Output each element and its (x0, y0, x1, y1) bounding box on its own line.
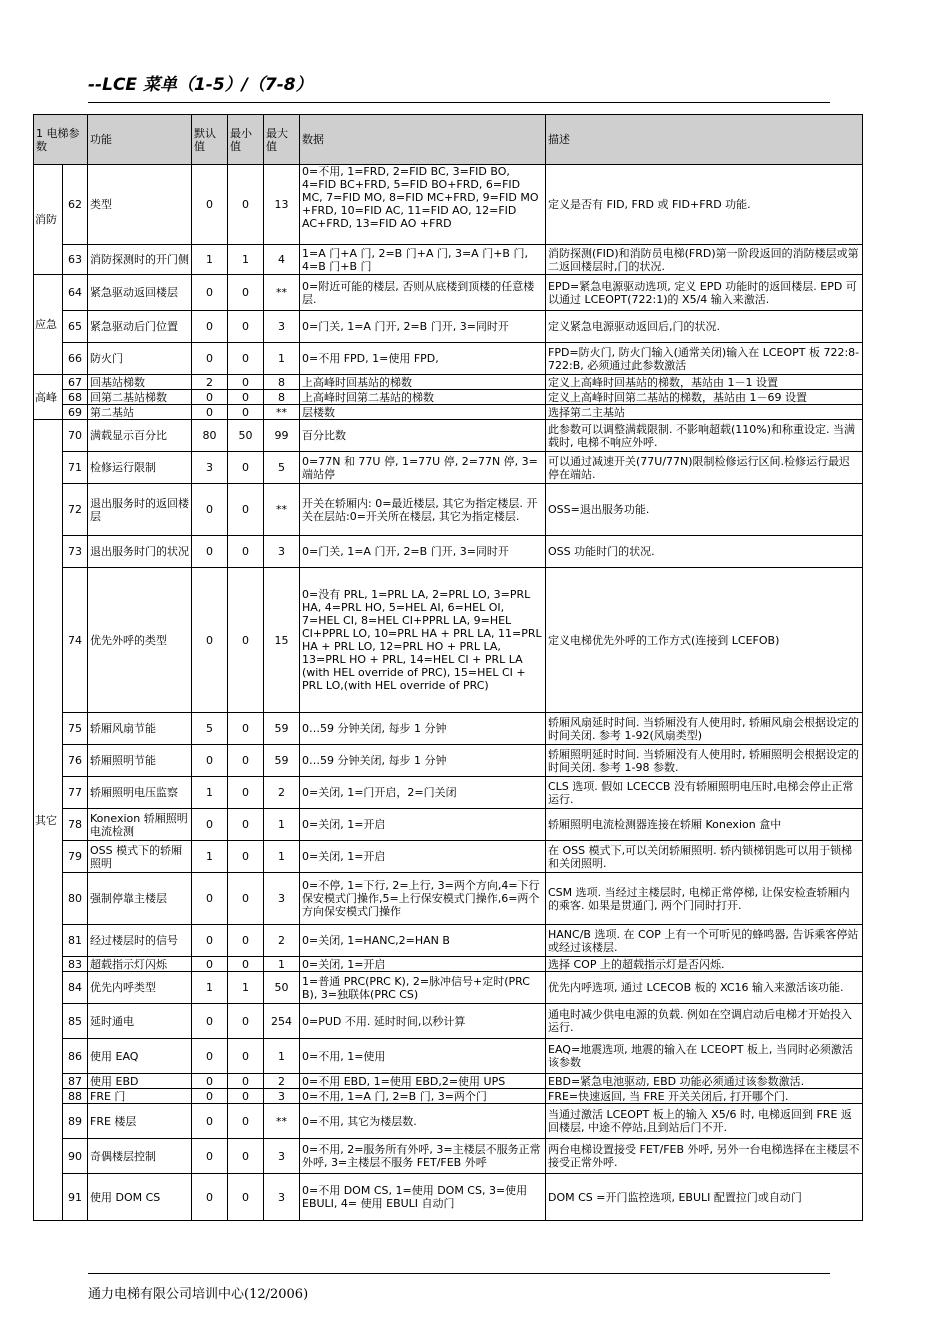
cell-func: 第二基站 (88, 405, 192, 420)
cell-max: 8 (264, 390, 300, 405)
header-rule (88, 102, 830, 103)
cell-def: 0 (192, 390, 228, 405)
table-row (34, 873, 863, 925)
parameter-table (33, 114, 863, 1221)
cell-min: 0 (228, 484, 264, 536)
group-label-other: 其它 (34, 420, 63, 1221)
cell-func: 回第二基站梯数 (88, 390, 192, 405)
table-row (34, 452, 863, 484)
table-row (34, 275, 863, 311)
cell-max: 8 (264, 375, 300, 390)
cell-min: 0 (228, 375, 264, 390)
cell-desc: 优先内呼选项, 通过 LCECOB 板的 XC16 输入来激活该功能. (546, 972, 863, 1004)
cell-func: 使用 EAQ (88, 1039, 192, 1074)
cell-data: 0=PUD 不用. 延时时间,以秒计算 (300, 1004, 546, 1039)
cell-max: 3 (264, 1139, 300, 1174)
cell-def: 80 (192, 420, 228, 452)
cell-min: 1 (228, 245, 264, 275)
cell-desc: 轿厢照明延时时间. 当轿厢没有人使用时, 轿厢照明会根据设定的时间关闭. 参考 1-98 参数. (546, 745, 863, 777)
cell-func: 优先外呼的类型 (88, 568, 192, 713)
cell-data: 0=门关, 1=A 门开, 2=B 门开, 3=同时开 (300, 536, 546, 568)
cell-data: 0=不用, 2=服务所有外呼, 3=主楼层不服务正常外呼, 3=主楼层不服务 FET/FEB 外呼 (300, 1139, 546, 1174)
table-row (34, 420, 863, 452)
table-row (34, 375, 863, 390)
cell-max: 5 (264, 452, 300, 484)
cell-def: 1 (192, 777, 228, 809)
cell-func: 使用 DOM CS (88, 1174, 192, 1221)
cell-min: 0 (228, 745, 264, 777)
table-row (34, 841, 863, 873)
cell-max: 13 (264, 165, 300, 245)
cell-min: 0 (228, 1074, 264, 1089)
cell-max: 3 (264, 1089, 300, 1104)
cell-func: 退出服务时门的状况 (88, 536, 192, 568)
cell-func: 轿厢风扇节能 (88, 713, 192, 745)
cell-func: FRE 楼层 (88, 1104, 192, 1139)
cell-max: ** (264, 1104, 300, 1139)
cell-min: 0 (228, 275, 264, 311)
cell-desc: CLS 选项. 假如 LCECCB 没有轿厢照明电压时,电梯会停止正常运行. (546, 777, 863, 809)
header-min: 最小值 (228, 115, 264, 165)
cell-no: 83 (63, 957, 88, 972)
cell-no: 66 (63, 343, 88, 375)
cell-max: ** (264, 405, 300, 420)
cell-max: 3 (264, 873, 300, 925)
cell-data: 0=关闭, 1=门开启，2=门关闭 (300, 777, 546, 809)
table-row (34, 777, 863, 809)
cell-data: 上高峰时回第二基站的梯数 (300, 390, 546, 405)
cell-data: 0=附近可能的楼层, 否则从底楼到顶楼的任意楼层. (300, 275, 546, 311)
table-row (34, 1004, 863, 1039)
table-row (34, 809, 863, 841)
cell-no: 84 (63, 972, 88, 1004)
cell-no: 79 (63, 841, 88, 873)
cell-def: 0 (192, 1039, 228, 1074)
cell-max: 59 (264, 745, 300, 777)
cell-no: 70 (63, 420, 88, 452)
cell-data: 0=关闭, 1=开启 (300, 809, 546, 841)
cell-func: Konexion 轿厢照明电流检测 (88, 809, 192, 841)
table-row (34, 713, 863, 745)
cell-def: 1 (192, 972, 228, 1004)
cell-max: 59 (264, 713, 300, 745)
cell-data: 开关在轿厢内: 0=最近楼层, 其它为指定楼层. 开关在层站:0=开关所在楼层, 其它为指定楼层. (300, 484, 546, 536)
cell-max: 15 (264, 568, 300, 713)
cell-no: 65 (63, 311, 88, 343)
table-row (34, 484, 863, 536)
cell-def: 0 (192, 1004, 228, 1039)
cell-desc: EPD=紧急电源驱动选项, 定义 EPD 功能时的返回楼层. EPD 可以通过 LCEOPT(722:1)的 X5/4 输入来激活. (546, 275, 863, 311)
header-default: 默认值 (192, 115, 228, 165)
table-row (34, 311, 863, 343)
cell-data: 0=不停, 1=下行, 2=上行, 3=两个方向,4=下行保安模式门操作,5=上行保安模式门操作,6=两个方向保安模式门操作 (300, 873, 546, 925)
table-row (34, 390, 863, 405)
cell-min: 0 (228, 568, 264, 713)
cell-data: 0…59 分钟关闭, 每步 1 分钟 (300, 713, 546, 745)
cell-min: 0 (228, 809, 264, 841)
cell-def: 0 (192, 809, 228, 841)
cell-def: 0 (192, 873, 228, 925)
cell-desc: 此参数可以调整满载限制. 不影响超载(110%)和称重设定. 当满载时, 电梯不响应外呼. (546, 420, 863, 452)
cell-desc: 通电时减少供电电源的负载. 例如在空调启动后电梯才开始投入运行. (546, 1004, 863, 1039)
cell-desc: EBD=紧急电池驱动, EBD 功能必须通过该参数激活. (546, 1074, 863, 1089)
cell-data: 0=不用, 其它为楼层数. (300, 1104, 546, 1139)
cell-no: 86 (63, 1039, 88, 1074)
cell-desc: 定义上高峰时回第二基站的梯数，基站由 1－69 设置 (546, 390, 863, 405)
cell-min: 0 (228, 841, 264, 873)
header-description: 描述 (546, 115, 863, 165)
cell-def: 0 (192, 1139, 228, 1174)
cell-min: 0 (228, 165, 264, 245)
header-max: 最大值 (264, 115, 300, 165)
cell-min: 0 (228, 343, 264, 375)
cell-no: 69 (63, 405, 88, 420)
cell-no: 64 (63, 275, 88, 311)
cell-def: 0 (192, 275, 228, 311)
cell-func: 满载显示百分比 (88, 420, 192, 452)
cell-desc: 在 OSS 模式下,可以关闭轿厢照明. 轿内锁梯钥匙可以用于锁梯和关闭照明. (546, 841, 863, 873)
cell-desc: 定义是否有 FID, FRD 或 FID+FRD 功能. (546, 165, 863, 245)
cell-desc: HANC/B 选项. 在 COP 上有一个可听见的蜂鸣器, 告诉乘客停站或经过该楼层. (546, 925, 863, 957)
cell-func: FRE 门 (88, 1089, 192, 1104)
cell-func: 检修运行限制 (88, 452, 192, 484)
cell-def: 0 (192, 165, 228, 245)
cell-min: 0 (228, 405, 264, 420)
cell-no: 90 (63, 1139, 88, 1174)
cell-max: 2 (264, 925, 300, 957)
cell-desc: 定义紧急电源驱动返回后,门的状况. (546, 311, 863, 343)
table-row (34, 405, 863, 420)
cell-data: 1=A 门+A 门, 2=B 门+A 门, 3=A 门+B 门, 4=B 门+B 门 (300, 245, 546, 275)
cell-func: 防火门 (88, 343, 192, 375)
cell-min: 0 (228, 390, 264, 405)
table-row (34, 1089, 863, 1104)
group-label-peak: 高峰 (34, 375, 63, 420)
cell-desc: 轿厢风扇延时时间. 当轿厢没有人使用时, 轿厢风扇会根据设定的时间关闭. 参考 1-92(风扇类型) (546, 713, 863, 745)
cell-def: 0 (192, 745, 228, 777)
cell-desc: 轿厢照明电流检测器连接在轿厢 Konexion 盒中 (546, 809, 863, 841)
cell-func: 轿厢照明电压监察 (88, 777, 192, 809)
cell-desc: 当通过激活 LCEOPT 板上的输入 X5/6 时, 电梯返回到 FRE 返回楼层, 中途不停站,且到站后门不开. (546, 1104, 863, 1139)
cell-max: 3 (264, 311, 300, 343)
cell-func: 优先内呼类型 (88, 972, 192, 1004)
cell-max: 1 (264, 841, 300, 873)
cell-min: 0 (228, 311, 264, 343)
cell-min: 0 (228, 1139, 264, 1174)
cell-max: 50 (264, 972, 300, 1004)
cell-no: 80 (63, 873, 88, 925)
cell-data: 0=关闭, 1=HANC,2=HAN B (300, 925, 546, 957)
cell-max: 2 (264, 1074, 300, 1089)
cell-no: 77 (63, 777, 88, 809)
cell-max: 254 (264, 1004, 300, 1039)
cell-def: 0 (192, 311, 228, 343)
cell-no: 78 (63, 809, 88, 841)
cell-func: 经过楼层时的信号 (88, 925, 192, 957)
cell-no: 91 (63, 1174, 88, 1221)
table-row (34, 1174, 863, 1221)
cell-max: 99 (264, 420, 300, 452)
cell-desc: 两台电梯设置接受 FET/FEB 外呼, 另外一台电梯选择在主楼层不接受正常外呼. (546, 1139, 863, 1174)
cell-no: 85 (63, 1004, 88, 1039)
cell-no: 73 (63, 536, 88, 568)
cell-no: 89 (63, 1104, 88, 1139)
cell-no: 74 (63, 568, 88, 713)
cell-min: 0 (228, 925, 264, 957)
cell-def: 0 (192, 1174, 228, 1221)
cell-def: 0 (192, 343, 228, 375)
cell-desc: 选择 COP 上的超载指示灯是否闪烁. (546, 957, 863, 972)
cell-max: 3 (264, 536, 300, 568)
cell-data: 0…59 分钟关闭, 每步 1 分钟 (300, 745, 546, 777)
page-title: --LCE 菜单（1-5）/（7-8） (88, 75, 313, 95)
cell-func: 轿厢照明节能 (88, 745, 192, 777)
cell-data: 0=不用 FPD, 1=使用 FPD, (300, 343, 546, 375)
cell-max: 1 (264, 809, 300, 841)
header-menu: 1 电梯参数 (34, 115, 88, 165)
cell-func: 紧急驱动后门位置 (88, 311, 192, 343)
cell-data: 0=不用 EBD, 1=使用 EBD,2=使用 UPS (300, 1074, 546, 1089)
cell-func: 奇偶楼层控制 (88, 1139, 192, 1174)
cell-def: 0 (192, 1104, 228, 1139)
cell-min: 0 (228, 713, 264, 745)
cell-max: 3 (264, 1174, 300, 1221)
cell-func: 强制停靠主楼层 (88, 873, 192, 925)
cell-max: 4 (264, 245, 300, 275)
table-row (34, 343, 863, 375)
cell-desc: EAQ=地震选项, 地震的输入在 LCEOPT 板上, 当同时必须激活该参数 (546, 1039, 863, 1074)
table-row (34, 536, 863, 568)
cell-def: 1 (192, 245, 228, 275)
cell-def: 0 (192, 568, 228, 713)
cell-func: 延时通电 (88, 1004, 192, 1039)
cell-data: 上高峰时回基站的梯数 (300, 375, 546, 390)
cell-desc: CSM 选项. 当经过主楼层时, 电梯正常停梯, 让保安检查轿厢内的乘客. 如果是贯通门, 两个门同时打开. (546, 873, 863, 925)
cell-min: 0 (228, 1039, 264, 1074)
group-label-emergency: 应急 (34, 275, 63, 375)
cell-data: 0=没有 PRL, 1=PRL LA, 2=PRL LO, 3=PRL HA, 4=PRL HO, 5=HEL AI, 6=HEL OI, 7=HEL CI, 8=HEL CI+PPRL LA, 9=HEL CI+PPRL LO, 10=PRL HA + PRL LA, 11=PRL HA + PRL LO, 12=PRL HO + PRL LA, 13=PRL HO + PRL, 14=HEL CI + PRL LA (with HEL override of PRC), 15=HEL CI + PRL LO,(with HEL override of PRC) (300, 568, 546, 713)
cell-def: 0 (192, 405, 228, 420)
cell-min: 0 (228, 452, 264, 484)
cell-no: 67 (63, 375, 88, 390)
cell-desc: FPD=防火门, 防火门输入(通常关闭)输入在 LCEOPT 板 722:8-722:B, 必须通过此参数激活 (546, 343, 863, 375)
cell-min: 0 (228, 536, 264, 568)
cell-min: 0 (228, 957, 264, 972)
footer-text: 通力电梯有限公司培训中心(12/2006) (88, 1287, 309, 1302)
cell-def: 1 (192, 841, 228, 873)
cell-no: 88 (63, 1089, 88, 1104)
cell-func: 回基站梯数 (88, 375, 192, 390)
table-row (34, 957, 863, 972)
table-row (34, 165, 863, 245)
cell-max: ** (264, 484, 300, 536)
cell-max: 1 (264, 343, 300, 375)
cell-func: OSS 模式下的轿厢照明 (88, 841, 192, 873)
cell-min: 0 (228, 1174, 264, 1221)
cell-no: 81 (63, 925, 88, 957)
cell-no: 71 (63, 452, 88, 484)
cell-data: 0=不用, 1=使用 (300, 1039, 546, 1074)
header-function: 功能 (88, 115, 192, 165)
cell-max: 1 (264, 1039, 300, 1074)
cell-def: 5 (192, 713, 228, 745)
cell-def: 2 (192, 375, 228, 390)
cell-no: 72 (63, 484, 88, 536)
cell-min: 0 (228, 873, 264, 925)
cell-min: 0 (228, 1104, 264, 1139)
cell-def: 0 (192, 925, 228, 957)
cell-def: 0 (192, 957, 228, 972)
cell-data: 0=不用, 1=FRD, 2=FID BC, 3=FID BO, 4=FID BC+FRD, 5=FID BO+FRD, 6=FID MC, 7=FID MO, 8=FID MC+FRD, 9=FID MO +FRD, 10=FID AC, 11=FID AO, 12=FID AC+FRD, 13=FID AO +FRD (300, 165, 546, 245)
cell-desc: FRE=快速返回, 当 FRE 开关关闭后, 打开哪个门. (546, 1089, 863, 1104)
group-label-fire: 消防 (34, 165, 63, 275)
cell-def: 0 (192, 484, 228, 536)
cell-max: 1 (264, 957, 300, 972)
cell-desc: OSS=退出服务功能. (546, 484, 863, 536)
table-row (34, 745, 863, 777)
cell-max: ** (264, 275, 300, 311)
cell-desc: 定义电梯优先外呼的工作方式(连接到 LCEFOB) (546, 568, 863, 713)
cell-no: 68 (63, 390, 88, 405)
cell-min: 1 (228, 972, 264, 1004)
cell-max: 2 (264, 777, 300, 809)
cell-func: 紧急驱动返回楼层 (88, 275, 192, 311)
table-header-row (34, 115, 863, 165)
table-row (34, 568, 863, 713)
cell-data: 百分比数 (300, 420, 546, 452)
cell-min: 0 (228, 777, 264, 809)
cell-no: 63 (63, 245, 88, 275)
table-row (34, 245, 863, 275)
cell-data: 0=77N 和 77U 停, 1=77U 停, 2=77N 停, 3=端站停 (300, 452, 546, 484)
cell-desc: DOM CS =开门监控选项, EBULI 配置拉门或自动门 (546, 1174, 863, 1221)
cell-data: 层楼数 (300, 405, 546, 420)
table-row (34, 1104, 863, 1139)
cell-def: 3 (192, 452, 228, 484)
cell-desc: OSS 功能时门的状况. (546, 536, 863, 568)
cell-data: 0=不用, 1=A 门, 2=B 门, 3=两个门 (300, 1089, 546, 1104)
table-row (34, 1074, 863, 1089)
cell-min: 0 (228, 1004, 264, 1039)
cell-data: 0=门关, 1=A 门开, 2=B 门开, 3=同时开 (300, 311, 546, 343)
cell-min: 50 (228, 420, 264, 452)
table-row (34, 925, 863, 957)
cell-data: 1=普通 PRC(PRC K), 2=脉冲信号+定时(PRC B), 3=独联体(PRC CS) (300, 972, 546, 1004)
cell-desc: 可以通过减速开关(77U/77N)限制检修运行区间.检修运行最迟停在端站. (546, 452, 863, 484)
header-data: 数据 (300, 115, 546, 165)
cell-func: 超载指示灯闪烁 (88, 957, 192, 972)
cell-def: 0 (192, 1089, 228, 1104)
cell-func: 退出服务时的返回楼层 (88, 484, 192, 536)
table-row (34, 1039, 863, 1074)
cell-no: 75 (63, 713, 88, 745)
cell-desc: 消防探测(FID)和消防员电梯(FRD)第一阶段返回的消防楼层或第二返回楼层时,门的状况. (546, 245, 863, 275)
cell-desc: 定义上高峰时回基站的梯数，基站由 1－1 设置 (546, 375, 863, 390)
cell-def: 0 (192, 536, 228, 568)
cell-def: 0 (192, 1074, 228, 1089)
cell-func: 消防探测时的开门侧 (88, 245, 192, 275)
cell-data: 0=关闭, 1=开启 (300, 957, 546, 972)
cell-no: 87 (63, 1074, 88, 1089)
footer-rule (88, 1273, 830, 1274)
cell-min: 0 (228, 1089, 264, 1104)
cell-func: 类型 (88, 165, 192, 245)
cell-no: 76 (63, 745, 88, 777)
cell-func: 使用 EBD (88, 1074, 192, 1089)
table-row (34, 1139, 863, 1174)
cell-data: 0=关闭, 1=开启 (300, 841, 546, 873)
table-row (34, 972, 863, 1004)
cell-desc: 选择第二主基站 (546, 405, 863, 420)
cell-no: 62 (63, 165, 88, 245)
cell-data: 0=不用 DOM CS, 1=使用 DOM CS, 3=使用 EBULI, 4= 使用 EBULI 自动门 (300, 1174, 546, 1221)
